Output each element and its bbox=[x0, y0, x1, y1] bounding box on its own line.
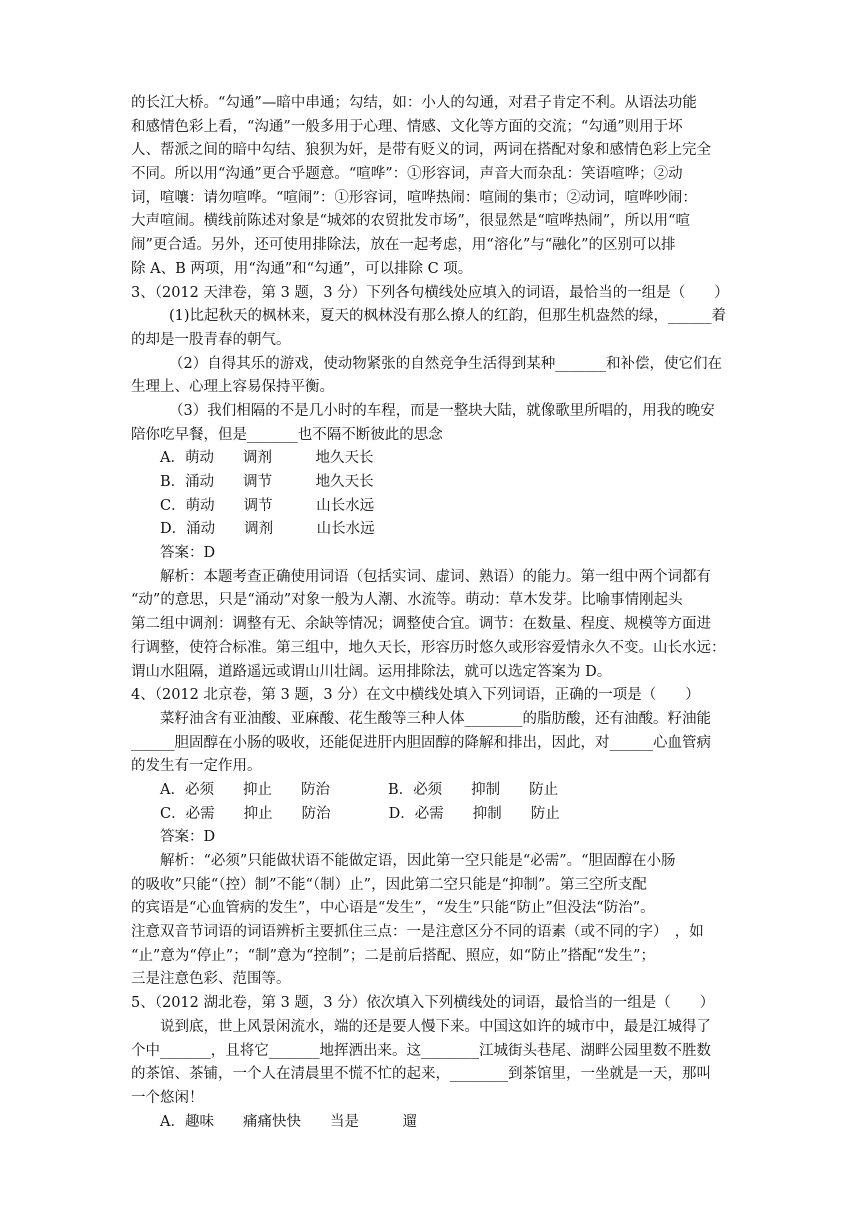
text-line: 人、帮派之间的暗中勾结、狼狈为奸，是带有贬义的词，两词在搭配对象和感情色彩上完全 bbox=[131, 142, 711, 159]
text-line: 的吸收”只能“（控）制”不能“（制）止”，因此第二空只能是“抑制”。第三空所支配 bbox=[131, 876, 647, 893]
document-body bbox=[131, 92, 731, 1134]
text-line: A．趣味 痛痛快快 当是 遛 bbox=[160, 1113, 417, 1130]
text-line: A．萌动 调剂 地久天长 bbox=[160, 450, 374, 467]
text-line: 4、（2012 北京卷，第 3 题，3 分）在文中横线处填入下列词语，正确的一项是（ ） bbox=[131, 687, 700, 704]
text-line: 3、（2012 天津卷，第 3 题，3 分）下列各句横线处应填入的词语，最恰当的一组是（ ） bbox=[131, 284, 729, 301]
text-line: 陪你吃早餐，但是_______也不隔不断彼此的思念 bbox=[131, 426, 443, 443]
text-line: 一个悠闲！ bbox=[131, 1089, 204, 1106]
text-line: ______胆固醇在小肠的吸收，还能促进肝内胆固醇的降解和排出，因此，对______心血管病 bbox=[131, 734, 711, 751]
text-line: 5、（2012 湖北卷，第 3 题，3 分）依次填入下列横线处的词语，最恰当的一组是（ ） bbox=[131, 995, 715, 1012]
text-line: D．涌动 调剂 山长水远 bbox=[160, 521, 375, 538]
text-line: C．萌动 调节 山长水远 bbox=[160, 497, 375, 514]
text-line: A．必须 抑止 防治 B．必须 抑制 防止 bbox=[160, 781, 559, 798]
text-line: 行调整，使符合标准。第三组中，地久天长，形容历时悠久或形容爱情永久不变。山长水远： bbox=[131, 639, 726, 656]
text-line: 谓山水阻隔，道路遥远或谓山川壮阔。运用排除法，就可以选定答案为 D。 bbox=[131, 663, 612, 680]
text-line: 大声喧闹。横线前陈述对象是“城郊的农贸批发市场”，很显然是“喧哗热闹”，所以用“喧 bbox=[131, 213, 691, 230]
text-line: 解析：“必须”只能做状语不能做定语，因此第一空只能是“必需”。“胆固醇在小肠 bbox=[160, 853, 676, 869]
text-line: 除 A、B 两项，用“沟通”和“勾通”，可以排除 C 项。 bbox=[131, 260, 473, 277]
text-line: （3）我们相隔的不是几小时的车程，而是一整块大陆，就像歌里所唱的，用我的晚安 bbox=[169, 402, 715, 419]
text-line: 解析：本题考查正确使用词语（包括实词、虚词、熟语）的能力。第一组中两个词都有 bbox=[160, 568, 711, 585]
text-line: 说到底，世上风景闲流水，端的还是要人慢下来。中国这如许的城市中，最是江城得了 bbox=[160, 1018, 711, 1035]
text-line: 答案：D bbox=[160, 829, 216, 846]
text-line: 个中_______，且将它_______地挥洒出来。这________江城街头巷尾、湖畔公园里数不胜数 bbox=[131, 1042, 711, 1059]
text-line: B．涌动 调节 地久天长 bbox=[160, 474, 374, 490]
text-line: 词，喧嚷：请勿喧哗。“喧闹”：①形容词，喧哗热闹：喧闹的集市；②动词，喧哗吵闹： bbox=[131, 189, 697, 206]
text-line: 的长江大桥。“勾通”—暗中串通；勾结，如：小人的勾通，对君子肯定不利。从语法功能 bbox=[131, 95, 697, 111]
text-line: 答案：D bbox=[160, 545, 216, 562]
text-line: 菜籽油含有亚油酸、亚麻酸、花生酸等三种人体________的脂肪酸，还有油酸。籽油能 bbox=[160, 710, 711, 727]
text-line: (1)比起秋天的枫林来，夏天的枫林没有那么撩人的红韵，但那生机盎然的绿，______着 bbox=[169, 308, 727, 325]
text-line: 的却是一股青春的朝气。 bbox=[131, 331, 291, 348]
text-line: 生理上、心理上容易保持平衡。 bbox=[131, 379, 334, 396]
text-line: 的茶馆、茶铺，一个人在清晨里不慌不忙的起来，________到茶馆里，一坐就是一天，那叫 bbox=[131, 1066, 711, 1083]
text-line: 闹”更合适。另外，还可使用排除法，放在一起考虑，用“溶化”与“融化”的区别可以排 bbox=[131, 237, 676, 254]
text-line: “动”的意思，只是“涌动”对象一般为人潮、水流等。萌动：草木发芽。比喻事情刚起头 bbox=[131, 592, 683, 609]
text-line: C．必需 抑止 防治 D．必需 抑制 防止 bbox=[160, 805, 560, 822]
text-line: “止”意为“停止”；“制”意为“控制”；二是前后搭配、照应，如“防止”搭配“发生”； bbox=[131, 947, 655, 964]
text-line: （2）自得其乐的游戏，使动物紧张的自然竞争生活得到某种_______和补偿，使它们在 bbox=[169, 355, 722, 372]
text-line: 三是注意色彩、范围等。 bbox=[131, 971, 291, 988]
text-line: 不同。所以用“沟通”更合乎题意。“喧哗”：①形容词，声音大而杂乱：笑语喧哗；②动 bbox=[131, 166, 683, 183]
text-line: 的发生有一定作用。 bbox=[131, 758, 262, 775]
text-line: 的宾语是“心血管病的发生”，中心语是“发生”，“发生”只能“防止”但没法“防治”。 bbox=[131, 900, 655, 917]
text-line: 和感情色彩上看，“沟通”一般多用于心理、情感、文化等方面的交流；“勾通”则用于坏 bbox=[131, 118, 683, 135]
text-line: 注意双音节词语的词语辨析主要抓住三点：一是注意区分不同的语素（或不同的字） ，如 bbox=[131, 924, 704, 941]
text-line: 第二组中调剂：调整有无、余缺等情况；调整使合宜。调节：在数量、程度、规模等方面进 bbox=[131, 616, 711, 633]
